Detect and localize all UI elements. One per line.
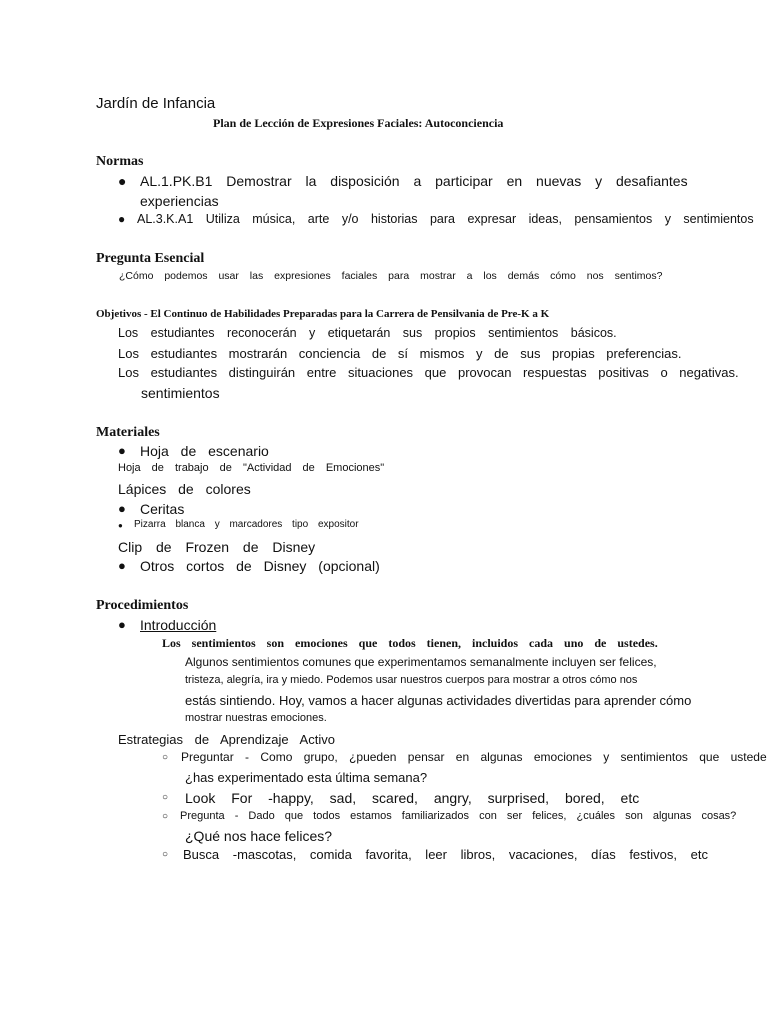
normas-heading: Normas (96, 154, 144, 169)
material-item-4: Ceritas (140, 501, 185, 517)
material-item-1: Hoja de escenario (140, 443, 269, 459)
circle-bullet-icon: ○ (162, 849, 169, 860)
sub-item-3: Pregunta - Dado que todos estamos familiarizados con ser felices, ¿cuáles son algunas cosas? (180, 810, 737, 822)
bullet-icon: ● (118, 558, 126, 573)
sub-item-1-cont: ¿has experimentado esta última semana? (185, 770, 428, 785)
bullet-icon: ● (118, 173, 127, 189)
circle-bullet-icon: ○ (162, 811, 169, 822)
sub-item-2: Look For -happy, sad, scared, angry, surprised, bored, etc (185, 790, 640, 806)
intro-line-3: estás sintiendo. Hoy, vamos a hacer algunas actividades divertidas para aprender cómo (185, 693, 692, 708)
material-item-6: Clip de Frozen de Disney (118, 539, 316, 555)
objetivo-item-3: Los estudiantes distinguirán entre situaciones que provocan respuestas positivas o negativas. (118, 365, 739, 380)
material-item-2: Hoja de trabajo de "Actividad de Emociones" (118, 462, 385, 474)
bullet-icon: ● (118, 617, 126, 632)
bullet-icon: ● (118, 521, 123, 530)
intro-line-2: tristeza, alegría, ira y miedo. Podemos usar nuestros cuerpos para mostrar a otros cómo nos (185, 674, 638, 686)
intro-line-4: mostrar nuestras emociones. (185, 712, 327, 724)
introduccion-label: Introducción (140, 617, 217, 633)
material-item-3: Lápices de colores (118, 481, 251, 497)
objetivos-heading: Objetivos - El Continuo de Habilidades Preparadas para la Carrera de Pensilvania de Pre-K a K (96, 308, 550, 320)
objetivo-item-1: Los estudiantes reconocerán y etiquetarán sus propios sentimientos básicos. (118, 326, 617, 340)
circle-bullet-icon: ○ (162, 792, 169, 803)
sub-item-4: Busca -mascotas, comida favorita, leer libros, vacaciones, días festivos, etc (183, 847, 708, 862)
bullet-icon: ● (118, 443, 126, 458)
objetivo-item-3-cont: sentimientos (141, 385, 220, 401)
materiales-heading: Materiales (96, 425, 160, 440)
pregunta-heading: Pregunta Esencial (96, 251, 205, 266)
objetivo-item-2: Los estudiantes mostrarán conciencia de sí mismos y de sus propias preferencias. (118, 346, 682, 361)
intro-bold-text: Los sentimientos son emociones que todos tienen, incluidos cada uno de ustedes. (162, 636, 658, 650)
material-item-5: Pizarra blanca y marcadores tipo expositor (134, 519, 359, 530)
page-title: Plan de Lección de Expresiones Faciales: Autoconciencia (213, 116, 504, 130)
norma-item-1-cont: experiencias (140, 193, 219, 209)
bullet-icon: ● (118, 212, 126, 226)
material-item-7: Otros cortos de Disney (opcional) (140, 558, 380, 574)
intro-line-1: Algunos sentimientos comunes que experimentamos semanalmente incluyen ser felices, (185, 655, 657, 669)
estrategias-label: Estrategias de Aprendizaje Activo (118, 732, 335, 747)
pregunta-text: ¿Cómo podemos usar las expresiones faciales para mostrar a los demás cómo nos sentimos? (119, 270, 663, 282)
kinder-label: Jardín de Infancia (96, 95, 216, 112)
procedimientos-heading: Procedimientos (96, 598, 189, 613)
norma-item-2: AL.3.K.A1 Utiliza música, arte y/o historias para expresar ideas, pensamientos y sentimientos (137, 212, 754, 226)
norma-item-1: AL.1.PK.B1 Demostrar la disposición a participar en nuevas y desafiantes (140, 173, 688, 189)
sub-item-3-cont: ¿Qué nos hace felices? (185, 828, 333, 844)
sub-item-1: Preguntar - Como grupo, ¿pueden pensar en algunas emociones y sentimientos que ustede (181, 750, 767, 764)
circle-bullet-icon: ○ (162, 752, 169, 763)
bullet-icon: ● (118, 501, 126, 516)
